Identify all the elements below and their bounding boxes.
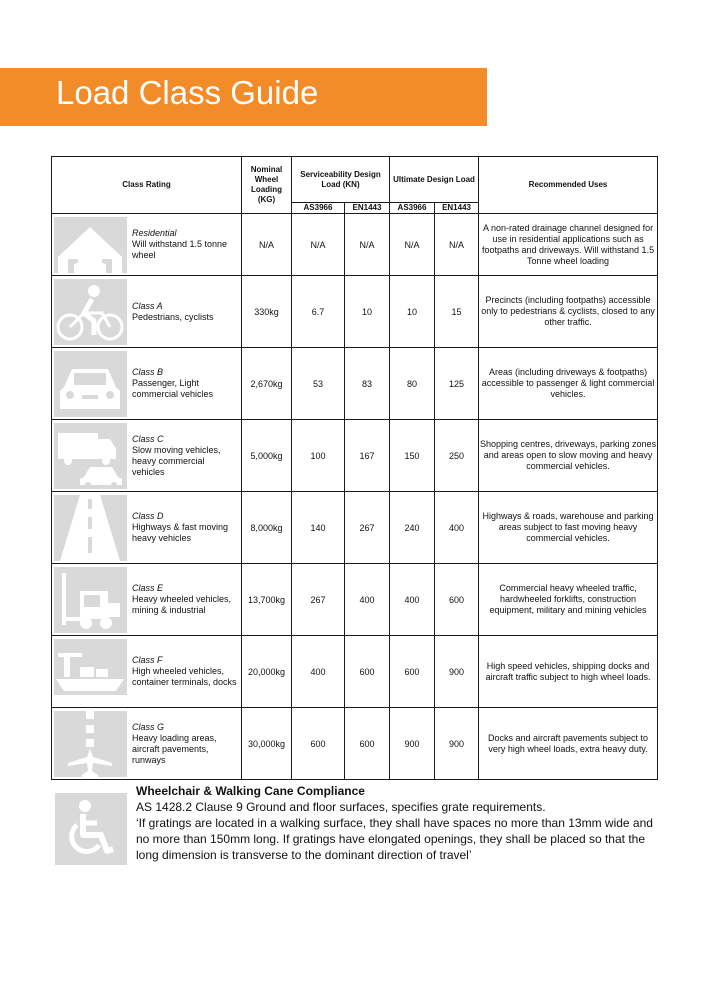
- serviceability-en1443: 600: [345, 636, 390, 708]
- table-row: [52, 708, 658, 780]
- class-description: Highways & fast moving heavy vehicles: [132, 522, 229, 543]
- class-rating-cell: [52, 214, 242, 276]
- subheader-serviceability-as3966: AS3966: [292, 203, 345, 214]
- class-rating-cell: [52, 564, 242, 636]
- ultimate-as3966: 10: [390, 276, 435, 348]
- subheader-serviceability-en1443: EN1443: [345, 203, 390, 214]
- serviceability-en1443: 400: [345, 564, 390, 636]
- table-row: [52, 492, 658, 564]
- class-name: Class G: [132, 721, 165, 732]
- page-title: Load Class Guide: [56, 74, 319, 111]
- serviceability-en1443: 600: [345, 708, 390, 780]
- subheader-ultimate-en1443: EN1443: [435, 203, 479, 214]
- table-row: [52, 420, 658, 492]
- serviceability-as3966: 600: [292, 708, 345, 780]
- recommended-uses: High speed vehicles, shipping docks and aircraft traffic subject to high wheel loads.: [479, 636, 658, 708]
- bicycle-icon: [54, 279, 127, 345]
- subheader-ultimate-as3966: AS3966: [390, 203, 435, 214]
- nominal-wheel-loading: 5,000kg: [242, 420, 292, 492]
- header-class-rating: Class Rating: [52, 157, 242, 214]
- title-band: [0, 68, 487, 126]
- table-row: [52, 214, 658, 276]
- table-row: [52, 348, 658, 420]
- class-name: Class A: [132, 300, 163, 311]
- class-rating-cell: [52, 636, 242, 708]
- ultimate-as3966: 900: [390, 708, 435, 780]
- class-name: Residential: [132, 228, 177, 238]
- class-rating-cell: [52, 348, 242, 420]
- forklift-icon: [54, 567, 127, 633]
- serviceability-as3966: 140: [292, 492, 345, 564]
- ultimate-en1443: 400: [435, 492, 479, 564]
- ultimate-en1443: 900: [435, 636, 479, 708]
- class-name: Class B: [132, 367, 164, 377]
- nominal-wheel-loading: 30,000kg: [242, 708, 292, 780]
- serviceability-as3966: 6.7: [292, 276, 345, 348]
- class-name: Class D: [132, 511, 164, 521]
- class-description: Will withstand 1.5 tonne wheel: [132, 239, 228, 260]
- class-rating-cell: [52, 708, 242, 780]
- recommended-uses: Commercial heavy wheeled traffic, hardwheeled forklifts, construction equipment, military and mining vehicles: [479, 564, 658, 636]
- class-description: High wheeled vehicles, container terminals, docks: [132, 666, 237, 687]
- header-nominal-wheel-loading: Nominal Wheel Loading (KG): [242, 157, 292, 214]
- serviceability-as3966: 100: [292, 420, 345, 492]
- ultimate-en1443: N/A: [435, 214, 479, 276]
- class-description: Pedestrians, cyclists: [132, 311, 214, 322]
- class-description: Heavy loading areas, aircraft pavements, runways: [132, 732, 217, 765]
- runway-plane-icon: [54, 711, 127, 777]
- nominal-wheel-loading: N/A: [242, 214, 292, 276]
- nominal-wheel-loading: 8,000kg: [242, 492, 292, 564]
- recommended-uses: Shopping centres, driveways, parking zones and areas open to slow moving and heavy commercial vehicles.: [479, 420, 658, 492]
- ship-dock-icon: [54, 639, 127, 705]
- class-rating-cell: [52, 420, 242, 492]
- serviceability-as3966: 267: [292, 564, 345, 636]
- class-rating-cell: [52, 492, 242, 564]
- wheelchair-icon: [55, 793, 127, 865]
- serviceability-as3966: 53: [292, 348, 345, 420]
- header-recommended-uses: Recommended Uses: [479, 157, 658, 214]
- wheelchair-heading: Wheelchair & Walking Cane Compliance: [136, 784, 365, 798]
- header-ultimate: Ultimate Design Load: [390, 157, 479, 203]
- wheelchair-quote: ‘If gratings are located in a walking surface, they shall have spaces no more than 13mm wide and no more than 150mm long. If gratings have elongated openings, they shall be placed so that the long dimension is transverse to the dominant direction of travel’: [136, 816, 653, 862]
- class-name: Class C: [132, 433, 164, 444]
- table-row: [52, 276, 658, 348]
- recommended-uses: Precincts (including footpaths) accessible only to pedestrians & cyclists, closed to any other traffic.: [479, 276, 658, 348]
- ultimate-en1443: 900: [435, 708, 479, 780]
- ultimate-en1443: 15: [435, 276, 479, 348]
- header-serviceability: Serviceability Design Load (KN): [292, 157, 390, 203]
- class-description: Passenger, Light commercial vehicles: [132, 378, 214, 399]
- nominal-wheel-loading: 2,670kg: [242, 348, 292, 420]
- class-description: Heavy wheeled vehicles, mining & industrial: [132, 594, 232, 615]
- ultimate-as3966: 240: [390, 492, 435, 564]
- table-row: [52, 564, 658, 636]
- serviceability-en1443: N/A: [345, 214, 390, 276]
- recommended-uses: Docks and aircraft pavements subject to very high wheel loads, extra heavy duty.: [479, 708, 658, 780]
- serviceability-en1443: 10: [345, 276, 390, 348]
- ultimate-as3966: 80: [390, 348, 435, 420]
- nominal-wheel-loading: 13,700kg: [242, 564, 292, 636]
- serviceability-en1443: 167: [345, 420, 390, 492]
- class-name: Class E: [132, 583, 164, 593]
- wheelchair-standard-line: AS 1428.2 Clause 9 Ground and floor surfaces, specifies grate requirements.: [136, 800, 546, 814]
- ultimate-en1443: 125: [435, 348, 479, 420]
- nominal-wheel-loading: 20,000kg: [242, 636, 292, 708]
- highway-icon: [54, 495, 127, 561]
- recommended-uses: Highways & roads, warehouse and parking areas subject to fast moving heavy commercial vehicles.: [479, 492, 658, 564]
- load-class-table: [51, 156, 658, 780]
- ultimate-as3966: N/A: [390, 214, 435, 276]
- class-description: Slow moving vehicles, heavy commercial vehicles: [132, 444, 221, 477]
- serviceability-as3966: N/A: [292, 214, 345, 276]
- recommended-uses: A non-rated drainage channel designed for use in residential applications such as footpaths and driveways. Will withstand 1.5 Tonne wheel loading: [479, 214, 658, 276]
- wheelchair-compliance-text: [136, 783, 656, 863]
- house-car-icon: [54, 217, 127, 273]
- serviceability-as3966: 400: [292, 636, 345, 708]
- serviceability-en1443: 83: [345, 348, 390, 420]
- ultimate-as3966: 400: [390, 564, 435, 636]
- car-front-icon: [54, 351, 127, 417]
- table-row: [52, 636, 658, 708]
- ultimate-as3966: 150: [390, 420, 435, 492]
- nominal-wheel-loading: 330kg: [242, 276, 292, 348]
- serviceability-en1443: 267: [345, 492, 390, 564]
- recommended-uses: Areas (including driveways & footpaths) accessible to passenger & light commercial vehicles.: [479, 348, 658, 420]
- class-name: Class F: [132, 655, 163, 665]
- truck-car-icon: [54, 423, 127, 489]
- ultimate-en1443: 250: [435, 420, 479, 492]
- ultimate-as3966: 600: [390, 636, 435, 708]
- ultimate-en1443: 600: [435, 564, 479, 636]
- class-rating-cell: [52, 276, 242, 348]
